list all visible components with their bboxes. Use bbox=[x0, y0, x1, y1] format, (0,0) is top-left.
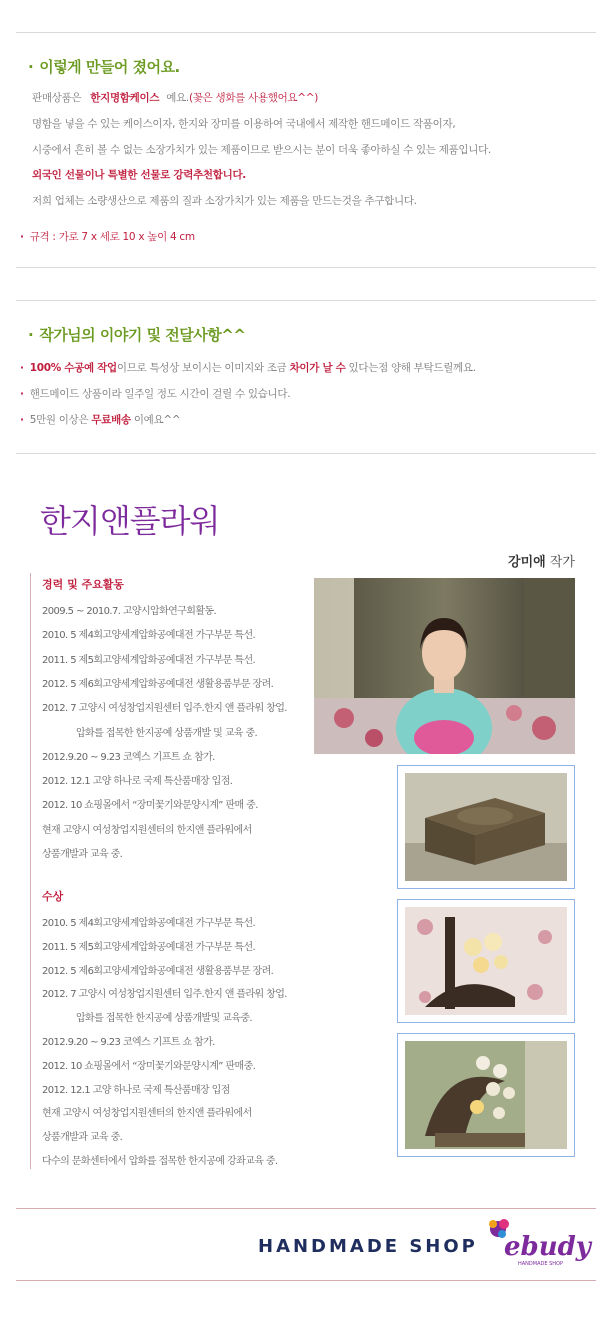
timeline-item: 2012.9.20 ~ 9.23 코엑스 기프트 쇼 참가. bbox=[42, 751, 215, 763]
flower-note: (꽃은 생화를 사용했어요^^) bbox=[188, 92, 319, 104]
section2-divider-top bbox=[16, 300, 596, 301]
bullet-dot: · bbox=[28, 326, 34, 344]
timeline-item: 2012. 10 쇼핑몰에서 “장미꽃기와문양시계” 판매중. bbox=[42, 1060, 256, 1072]
timeline-item: 2012. 7 고양시 여성창업지원센터 입주.한지 앤 플라워 창업. bbox=[42, 703, 287, 715]
section2-divider-bottom bbox=[16, 453, 596, 454]
timeline-item: 압화를 접목한 한지공예 상품개발및 교육중. bbox=[76, 1013, 252, 1025]
lamp-photo-art bbox=[405, 907, 567, 1015]
author-name: 강미애 작가 bbox=[508, 555, 575, 570]
timeline-item: 2012. 12.1 고양 하나로 국제 특산품매장 입점 bbox=[42, 1084, 230, 1096]
product-name: 한지명함케이스 bbox=[90, 92, 160, 104]
description-line-3: 시중에서 흔히 볼 수 없는 소장가치가 있는 제품이므로 받으시는 분이 더욱 좋아하실 수 있는 제품입니다. bbox=[32, 144, 491, 156]
timeline-item: 압화를 접목한 한지공예 상품개발 및 교육 중. bbox=[76, 727, 258, 739]
artist-photo bbox=[314, 578, 575, 754]
timeline-item: 2012. 5 제6회고양세계압화공예대전 생활용품부문 장려. bbox=[42, 678, 274, 690]
timeline-item: 2012. 7 고양시 여성창업지원센터 입주.한지 앤 플라워 창업. bbox=[42, 989, 287, 1001]
footer-divider-top bbox=[16, 1208, 596, 1209]
notice-2: · 핸드메이드 상품이라 일주일 정도 시간이 걸릴 수 있습니다. bbox=[20, 388, 291, 400]
ebudy-logo-mark bbox=[484, 1215, 594, 1267]
timeline-item: 현재 고양시 여성창업지원센터의 한지앤 플라워에서 bbox=[42, 1108, 252, 1120]
notice-3: · 5만원 이상은 무료배송 이예요^^ bbox=[20, 414, 181, 426]
timeline-item: 2011. 5 제5회고양세계압화공예대전 가구부문 특선. bbox=[42, 941, 256, 953]
logo-wordmark: ebudy bbox=[504, 1232, 591, 1262]
timeline-item: 2009.5 ~ 2010.7. 고양시압화연구회활동. bbox=[42, 606, 217, 617]
timeline-item: 다수의 문화센터에서 압화를 접목한 한지공예 강좌교육 중. bbox=[42, 1156, 278, 1167]
description-line-2: 명함을 넣을 수 있는 케이스이자, 한지와 장미를 이용하여 국내에서 제작한 핸드메이드 작품이자, bbox=[32, 118, 456, 130]
box-photo-art bbox=[405, 773, 567, 881]
spec-line: · 규격 : 가로 7 x 세로 10 x 높이 4 cm bbox=[20, 231, 195, 243]
timeline-item: 현재 고양시 여성창업지원센터의 한지앤 플라워에서 bbox=[42, 824, 252, 836]
bullet-dot: · bbox=[28, 58, 34, 76]
product-photo-frame-1 bbox=[397, 765, 575, 889]
notice-1: · 100% 수공예 작업이므로 특성상 보이시는 이미지와 조금 차이가 날 수 있다는점 양해 부탁드릴께요. bbox=[20, 362, 476, 374]
product-line: 판매상품은 한지명함케이스 예요.(꽃은 생화를 사용했어요^^) bbox=[32, 92, 319, 104]
brand-title: 한지앤플라워 bbox=[40, 502, 220, 540]
timeline-item: 2010. 5 제4회고양세계압화공예대전 가구부문 특선. bbox=[42, 630, 256, 642]
timeline-item: 2011. 5 제5회고양세계압화공예대전 가구부문 특선. bbox=[42, 654, 256, 666]
timeline-item: 상품개발과 교육 중. bbox=[42, 849, 123, 860]
artist-photo-art bbox=[314, 578, 575, 754]
section1-divider-bottom bbox=[16, 267, 596, 268]
recommend-line: 외국인 선물이나 특별한 선물로 강력추천합니다. bbox=[32, 169, 246, 181]
timeline-item: 2012. 5 제6회고양세계압화공예대전 생활용품부문 장려. bbox=[42, 965, 274, 977]
candle-photo-art bbox=[405, 1041, 567, 1149]
timeline-item: 2012.9.20 ~ 9.23 코엑스 기프트 쇼 참가. bbox=[42, 1037, 215, 1048]
section1-title: · 이렇게 만들어 졌어요. bbox=[28, 58, 180, 76]
product-photo-frame-2 bbox=[397, 899, 575, 1023]
footer-divider-bottom bbox=[16, 1280, 596, 1281]
ebudy-logo[interactable] bbox=[484, 1215, 594, 1267]
description-line-5: 저희 업체는 소량생산으로 제품의 질과 소장가치가 있는 제품을 만드는것을 추구합니다. bbox=[32, 195, 417, 207]
top-divider bbox=[16, 32, 596, 33]
awards-heading: 수상 bbox=[42, 890, 64, 903]
handmade-shop-label: HANDMADE SHOP bbox=[258, 1236, 478, 1257]
timeline-item: 상품개발과 교육 중. bbox=[42, 1132, 123, 1144]
timeline-item: 2012. 12.1 고양 하나로 국제 특산품매장 입점. bbox=[42, 776, 233, 788]
section2-title: · 작가님의 이야기 및 전달사항^^ bbox=[28, 326, 246, 344]
timeline-line bbox=[30, 573, 31, 1169]
career-heading: 경력 및 주요활동 bbox=[42, 578, 125, 591]
timeline-item: 2010. 5 제4회고양세계압화공예대전 가구부문 특선. bbox=[42, 918, 256, 929]
logo-subtext: HANDMADE SHOP bbox=[518, 1261, 563, 1267]
product-photo-frame-3 bbox=[397, 1033, 575, 1157]
timeline-item: 2012. 10 쇼핑몰에서 “장미꽃기와문양시계” 판매 중. bbox=[42, 800, 258, 812]
